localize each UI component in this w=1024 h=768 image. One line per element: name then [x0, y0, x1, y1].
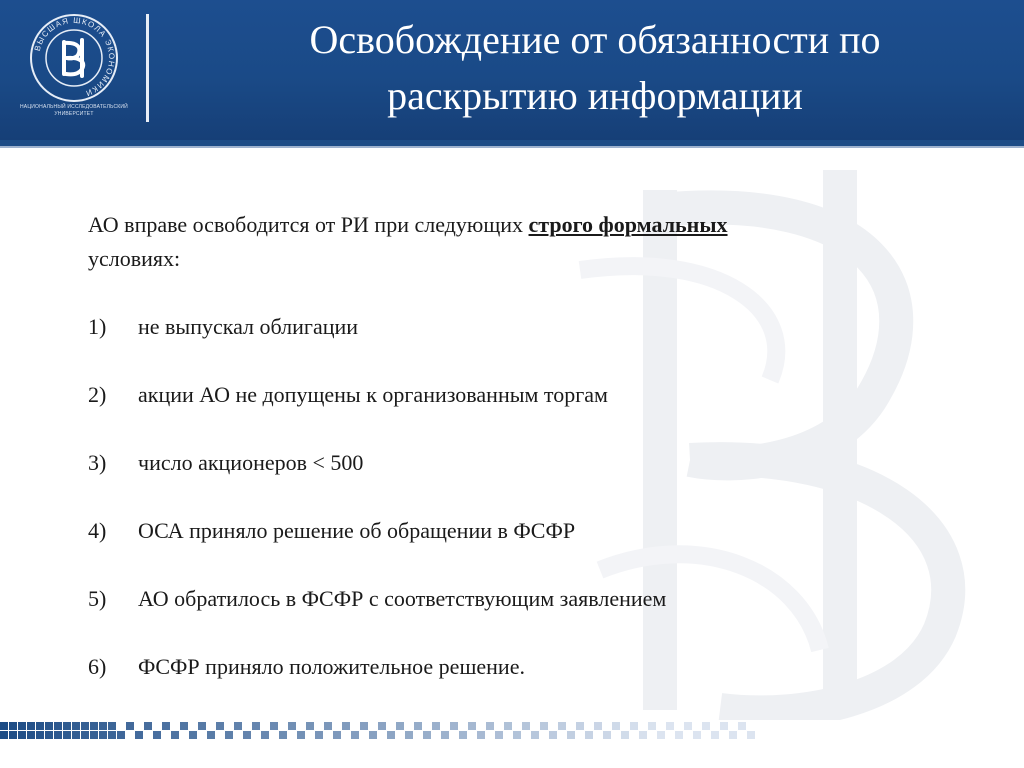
footer-square: [234, 722, 242, 730]
header-bar: [0, 0, 1024, 140]
list-item: [88, 310, 968, 344]
footer-square: [468, 722, 476, 730]
footer-square: [27, 722, 35, 730]
footer-square: [36, 722, 44, 730]
footer-square: [189, 731, 197, 739]
footer-square: [360, 722, 368, 730]
footer-square: [27, 731, 35, 739]
footer-square: [621, 731, 629, 739]
footer-square: [450, 722, 458, 730]
footer-square: [405, 731, 413, 739]
footer-square: [99, 722, 107, 730]
footer-square: [45, 731, 53, 739]
footer-square: [432, 722, 440, 730]
university-logo: [20, 12, 128, 124]
list-item: [88, 446, 968, 480]
footer-square: [171, 731, 179, 739]
footer-square: [495, 731, 503, 739]
list-item-text: не выпускал облигации: [138, 314, 359, 339]
footer-square: [243, 731, 251, 739]
footer-square: [279, 731, 287, 739]
footer-square: [126, 722, 134, 730]
footer-square: [513, 731, 521, 739]
footer-square: [198, 722, 206, 730]
intro-text: АО вправе освободится от РИ при следующих: [88, 212, 529, 237]
list-item-number: 3): [88, 450, 107, 475]
footer-square: [72, 731, 80, 739]
footer-square: [225, 731, 233, 739]
footer-square: [657, 731, 665, 739]
footer-square: [54, 722, 62, 730]
footer-square: [207, 731, 215, 739]
header-divider: [146, 14, 149, 122]
footer-square: [747, 731, 755, 739]
slide-title-line1: Освобождение от обязанности по: [309, 17, 881, 62]
footer-square: [9, 731, 17, 739]
footer-square: [0, 722, 8, 730]
footer-square: [441, 731, 449, 739]
footer-square: [522, 722, 530, 730]
slide-title-line2: раскрытию информации: [387, 73, 803, 118]
footer-square: [153, 731, 161, 739]
footer-square: [585, 731, 593, 739]
footer-square: [675, 731, 683, 739]
footer-square: [738, 722, 746, 730]
footer-square: [378, 722, 386, 730]
footer-square: [567, 731, 575, 739]
list-item-text: акции АО не допущены к организованным торгам: [138, 382, 608, 407]
list-item-number: 6): [88, 654, 107, 679]
logo-caption-line1: НАЦИОНАЛЬНЫЙ ИССЛЕДОВАТЕЛЬСКИЙ: [20, 104, 128, 110]
footer-square: [9, 722, 17, 730]
footer-square: [63, 731, 71, 739]
footer-square: [72, 722, 80, 730]
footer-square: [333, 731, 341, 739]
footer-square: [351, 731, 359, 739]
footer-square: [342, 722, 350, 730]
list-item-text: ОСА приняло решение об обращении в ФСФР: [138, 518, 576, 543]
footer-square: [630, 722, 638, 730]
hse-logo-icon: [20, 12, 128, 104]
footer-square: [315, 731, 323, 739]
slide-body: [88, 208, 968, 718]
footer-square: [711, 731, 719, 739]
footer-square: [324, 722, 332, 730]
header-underline-light: [0, 146, 1024, 148]
footer-square: [558, 722, 566, 730]
list-item: [88, 514, 968, 548]
footer-square: [612, 722, 620, 730]
footer-square: [18, 731, 26, 739]
footer-square: [603, 731, 611, 739]
footer-bar: [0, 722, 1024, 740]
slide-title: [180, 12, 1010, 124]
footer-square: [729, 731, 737, 739]
logo-caption: [20, 104, 128, 118]
footer-square: [117, 731, 125, 739]
footer-square: [576, 722, 584, 730]
footer-square: [648, 722, 656, 730]
footer-square: [540, 722, 548, 730]
footer-square: [135, 731, 143, 739]
footer-square: [549, 731, 557, 739]
list-item: [88, 378, 968, 412]
list-item-number: 1): [88, 314, 107, 339]
footer-square: [486, 722, 494, 730]
footer-square: [252, 722, 260, 730]
footer-square: [423, 731, 431, 739]
list-item: [88, 650, 968, 684]
intro-text-end: условиях:: [88, 246, 181, 271]
footer-square: [63, 722, 71, 730]
footer-square: [288, 722, 296, 730]
list-item-number: 2): [88, 382, 107, 407]
intro-emphasis: строго формальных: [528, 212, 728, 237]
footer-square: [396, 722, 404, 730]
list-item-text: АО обратилось в ФСФР с соответствующим заявлением: [138, 586, 667, 611]
footer-square: [504, 722, 512, 730]
list-item-text: число акционеров < 500: [138, 450, 364, 475]
footer-square: [414, 722, 422, 730]
footer-pattern: [0, 722, 1024, 740]
footer-square: [99, 731, 107, 739]
footer-square: [108, 731, 116, 739]
footer-square: [477, 731, 485, 739]
list-item-number: 4): [88, 518, 107, 543]
list-item-number: 5): [88, 586, 107, 611]
footer-square: [108, 722, 116, 730]
footer-square: [594, 722, 602, 730]
footer-square: [684, 722, 692, 730]
footer-square: [180, 722, 188, 730]
footer-square: [459, 731, 467, 739]
footer-square: [261, 731, 269, 739]
footer-square: [666, 722, 674, 730]
footer-square: [18, 722, 26, 730]
footer-square: [162, 722, 170, 730]
footer-square: [297, 731, 305, 739]
footer-square: [0, 731, 8, 739]
footer-square: [369, 731, 377, 739]
footer-square: [531, 731, 539, 739]
footer-square: [270, 722, 278, 730]
footer-square: [45, 722, 53, 730]
list-item: [88, 582, 968, 616]
footer-square: [90, 722, 98, 730]
footer-square: [90, 731, 98, 739]
footer-square: [36, 731, 44, 739]
footer-square: [720, 722, 728, 730]
footer-square: [81, 731, 89, 739]
footer-square: [54, 731, 62, 739]
logo-caption-line2: УНИВЕРСИТЕТ: [54, 111, 94, 117]
footer-square: [81, 722, 89, 730]
footer-square: [702, 722, 710, 730]
list-item-text: ФСФР приняло положительное решение.: [138, 654, 525, 679]
intro-paragraph: [88, 208, 968, 276]
footer-square: [306, 722, 314, 730]
footer-square: [144, 722, 152, 730]
footer-square: [387, 731, 395, 739]
footer-square: [693, 731, 701, 739]
footer-square: [639, 731, 647, 739]
logo-ring-text: ВЫСШАЯ ШКОЛА ЭКОНОМИКИ: [32, 15, 117, 99]
footer-square: [216, 722, 224, 730]
